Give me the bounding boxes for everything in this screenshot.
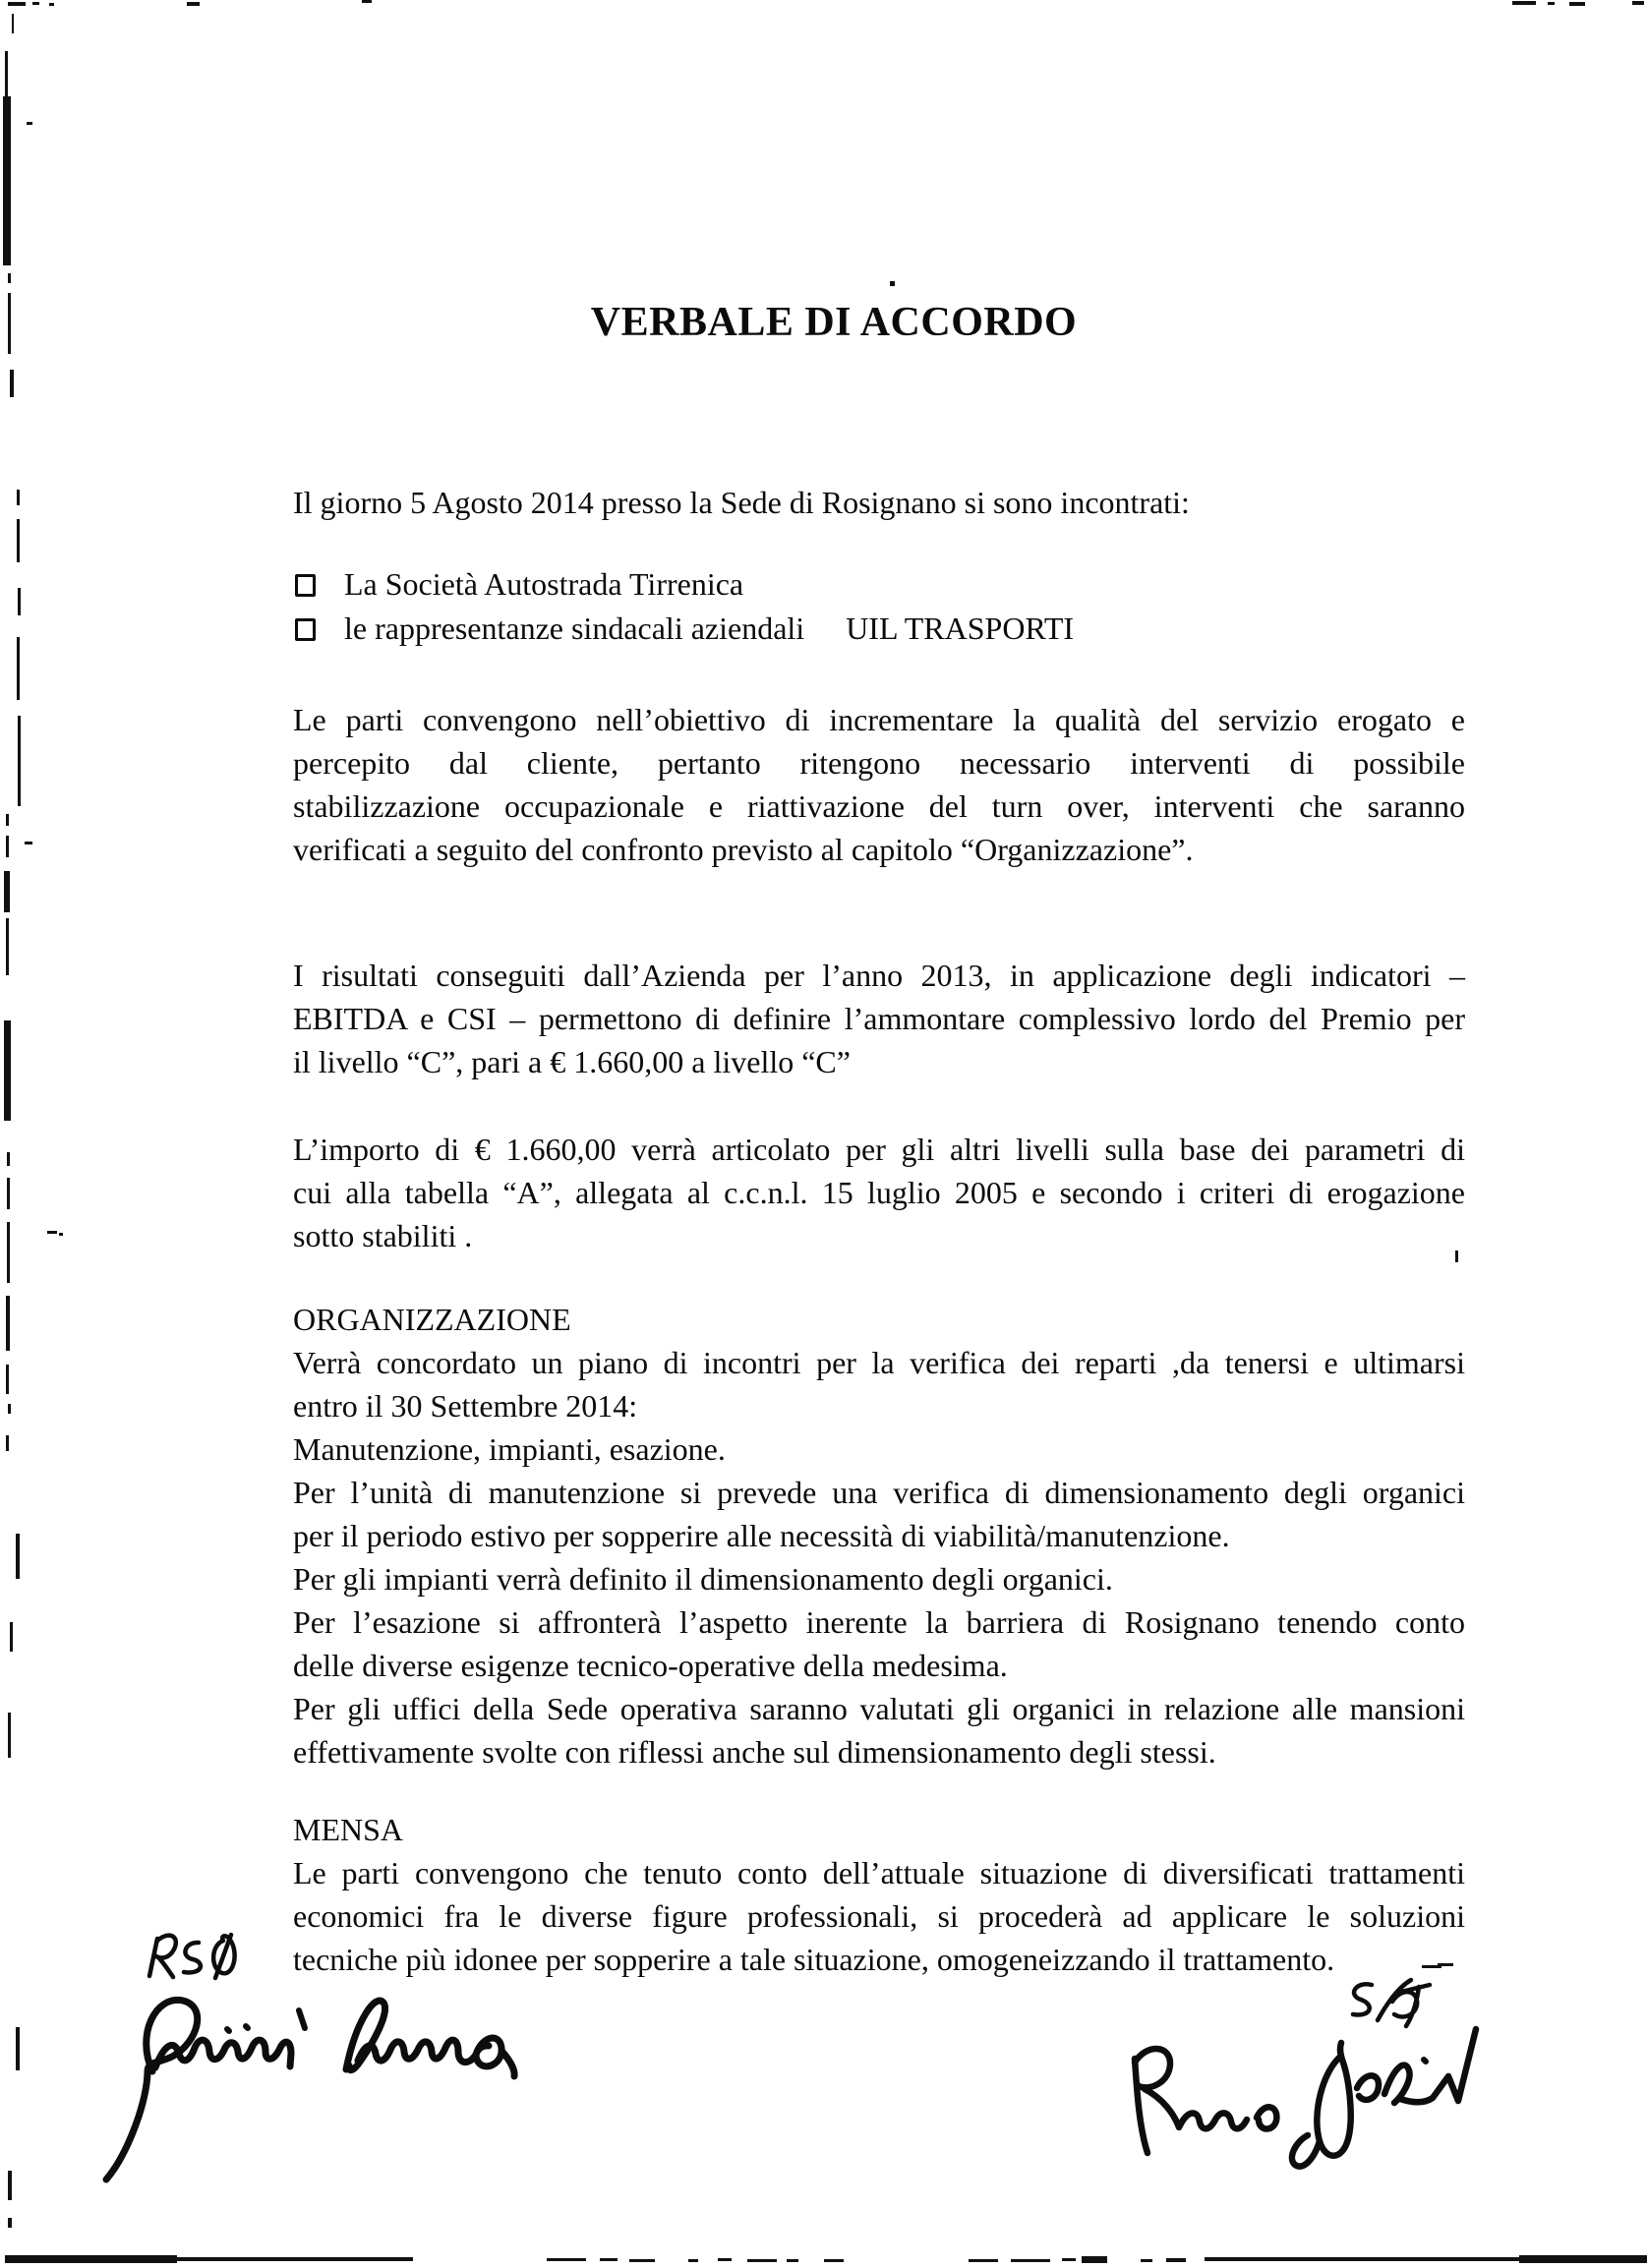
scan-noise-mark [17, 519, 20, 562]
text-line: cui alla tabella “A”, allegata al c.c.n.l. 15 luglio 2005 e secondo i criteri di erogazione [293, 1175, 1465, 1210]
scan-noise-mark [362, 0, 372, 3]
text-line: effettivamente svolte con riflessi anche sul dimensionamento degli stessi. [293, 1734, 1216, 1770]
text-line: stabilizzazione occupazionale e riattivazione del turn over, interventi che saranno [293, 788, 1465, 824]
scan-noise-mark [969, 2259, 998, 2262]
list-item-unions [293, 607, 1465, 651]
intro-line: Il giorno 5 Agosto 2014 presso la Sede di Rosignano si sono incontrati: [293, 485, 1190, 520]
scan-noise-mark [6, 1435, 9, 1451]
scan-noise-mark [1438, 1963, 1453, 1966]
scan-noise-mark [10, 1622, 13, 1652]
scan-noise-mark [59, 1233, 63, 1236]
scan-noise-mark [47, 1231, 57, 1234]
scan-noise-mark [177, 2257, 413, 2261]
list-item-company [293, 562, 1465, 607]
scan-noise-mark [8, 2, 26, 6]
scan-noise-mark [7, 1222, 10, 1283]
scan-noise-mark [1632, 1, 1644, 5]
square-bullet-icon [295, 618, 316, 641]
union-name: UIL TRASPORTI [846, 611, 1075, 646]
text-line: Per l’unità di manutenzione si prevede una verifica di dimensionamento degli organici [293, 1475, 1465, 1510]
scan-noise-mark [629, 2259, 655, 2262]
section-heading: ORGANIZZAZIONE [293, 1302, 571, 1337]
paragraph-objectives [293, 698, 1465, 871]
scan-noise-mark [1082, 2256, 1107, 2263]
scan-noise-mark [32, 2, 39, 5]
scan-noise-mark [8, 1713, 11, 1758]
text-line: entro il 30 Settembre 2014: [293, 1388, 638, 1424]
scan-noise-mark [8, 293, 11, 354]
scan-noise-mark [1141, 2259, 1152, 2262]
scan-noise-mark [18, 588, 21, 615]
text-line: Le parti convengono che tenuto conto dell’attuale situazione di diversificati trattamenti [293, 1855, 1465, 1890]
paragraph-results-2013 [293, 954, 1465, 1083]
scan-noise-mark [6, 918, 9, 975]
text-line: Le parti convengono nell’obiettivo di incrementare la qualità del servizio erogato e [293, 702, 1465, 737]
scan-noise-mark [7, 1152, 10, 1166]
scan-noise-mark [718, 2258, 732, 2261]
scan-noise-mark [187, 2, 200, 6]
scan-noise-mark [824, 2259, 844, 2262]
text-line: EBITDA e CSI – permettono di definire l’ammontare complessivo lordo del Premio per [293, 1001, 1465, 1036]
scan-noise-mark [1569, 2, 1585, 6]
section-organizzazione [293, 1298, 1465, 1774]
scan-noise-mark [1519, 2255, 1647, 2263]
scan-noise-mark [4, 1020, 11, 1121]
scan-noise-mark [600, 2258, 618, 2261]
scan-noise-mark [5, 51, 8, 98]
scan-noise-mark [49, 3, 54, 6]
scan-noise-mark [16, 2027, 20, 2070]
document-title: VERBALE DI ACCORDO [590, 300, 1078, 345]
handwritten-rsa-annotation [128, 1925, 246, 1986]
scan-noise-mark [1205, 2257, 1519, 2261]
scan-noise-mark [4, 871, 10, 912]
scan-noise-mark [1011, 2259, 1050, 2262]
signature-right [1111, 2015, 1495, 2184]
scan-noise-mark [7, 1178, 10, 1209]
party-name: La Società Autostrada Tirrenica [344, 566, 744, 602]
scan-noise-mark [12, 14, 14, 33]
scan-noise-mark [17, 637, 20, 700]
text-line: percepito dal cliente, pertanto ritengono necessario interventi di possibile [293, 745, 1465, 781]
text-line: I risultati conseguiti dall’Azienda per l’anno 2013, in applicazione degli indicatori – [293, 958, 1465, 993]
scan-noise-mark [18, 716, 21, 806]
scan-noise-mark [17, 490, 20, 505]
text-line: per il periodo estivo per sopperire alle necessità di viabilità/manutenzione. [293, 1518, 1230, 1553]
scan-noise-mark [8, 1404, 11, 1414]
text-line: tecniche più idonee per sopperire a tale situazione, omogeneizzando il trattamento. [293, 1942, 1335, 1977]
scan-noise-mark [16, 1534, 20, 1579]
square-bullet-icon [295, 574, 316, 597]
scan-noise-mark [8, 2218, 12, 2228]
signature-left [79, 1981, 541, 2192]
scan-noise-mark [787, 2259, 798, 2262]
scan-noise-mark [1166, 2258, 1186, 2262]
text-line: Manutenzione, impianti, esazione. [293, 1431, 726, 1467]
parties-list [293, 562, 1465, 651]
scan-noise-mark [10, 370, 14, 397]
scan-noise-mark [6, 1365, 9, 1394]
scan-noise-mark [890, 281, 895, 286]
scan-noise-mark [3, 96, 11, 265]
scan-noise-mark [1512, 1, 1536, 5]
text-line: il livello “C”, pari a € 1.660,00 a livello “C” [293, 1044, 851, 1079]
scan-noise-mark [688, 2259, 698, 2262]
text-line: Per gli impianti verrà definito il dimensionamento degli organici. [293, 1561, 1113, 1597]
section-heading: MENSA [293, 1812, 404, 1847]
scan-noise-mark [6, 1296, 10, 1351]
party-name: le rappresentanze sindacali aziendali [344, 611, 805, 646]
text-line: Verrà concordato un piano di incontri per la verifica dei reparti ,da tenersi e ultimarsi [293, 1345, 1465, 1380]
scan-noise-mark [8, 2171, 12, 2200]
text-line: economici fra le diverse figure professionali, si procederà ad applicare le soluzioni [293, 1898, 1465, 1934]
scan-noise-mark [25, 842, 32, 844]
text-line: Per gli uffici della Sede operativa saranno valutati gli organici in relazione alle mansioni [293, 1691, 1465, 1726]
scan-noise-mark [27, 122, 32, 125]
scan-noise-mark [747, 2259, 777, 2262]
scan-noise-mark [1455, 1250, 1458, 1262]
scan-noise-mark [1548, 2, 1555, 5]
paragraph-amount [293, 1128, 1465, 1257]
scan-noise-mark [6, 836, 9, 857]
scan-noise-mark [6, 814, 9, 826]
text-line: verificati a seguito del confronto previsto al capitolo “Organizzazione”. [293, 832, 1194, 867]
text-line: Per l’esazione si affronterà l’aspetto inerente la barriera di Rosignano tenendo conto [293, 1604, 1465, 1640]
scan-noise-mark [8, 273, 11, 283]
text-line: sotto stabiliti . [293, 1218, 473, 1253]
text-line: delle diverse esigenze tecnico-operative della medesima. [293, 1648, 1008, 1683]
section-mensa [293, 1808, 1465, 1981]
scan-noise-mark [1062, 2258, 1076, 2261]
text-line: L’importo di € 1.660,00 verrà articolato per gli altri livelli sulla base dei parametri di [293, 1132, 1465, 1167]
scan-noise-mark [5, 2255, 177, 2263]
scan-noise-mark [547, 2258, 586, 2261]
